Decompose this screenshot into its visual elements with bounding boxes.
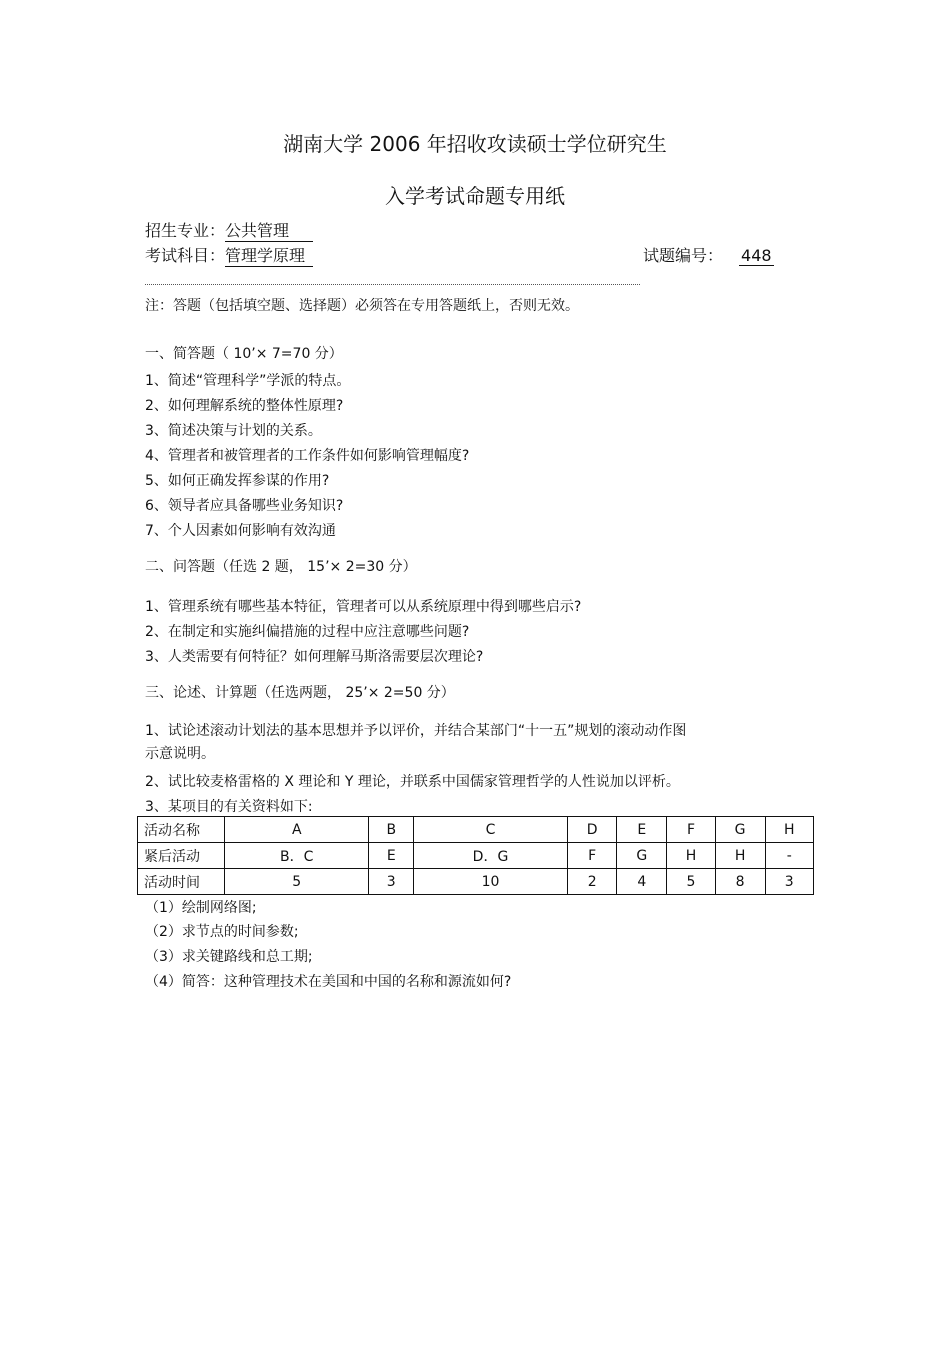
section2-item: 2、在制定和实施纠偏措施的过程中应注意哪些问题? bbox=[145, 624, 470, 640]
table-row bbox=[138, 817, 814, 843]
exam-code-value: 448 bbox=[741, 246, 772, 265]
subquestion: （1）绘制网络图; bbox=[145, 900, 257, 916]
major-row bbox=[145, 218, 313, 242]
table-row bbox=[138, 869, 814, 895]
section3-item1-line2: 示意说明。 bbox=[145, 746, 215, 762]
dotted-separator bbox=[145, 284, 640, 285]
table-cell: 3 bbox=[765, 869, 814, 895]
subject-row bbox=[145, 243, 313, 267]
table-cell: B bbox=[369, 817, 414, 843]
exam-title-line1: 湖南大学 2006 年招收攻读硕士学位研究生 bbox=[283, 132, 667, 156]
table-cell: 5 bbox=[225, 869, 369, 895]
table-cell: 10 bbox=[414, 869, 568, 895]
table-cell: 4 bbox=[617, 869, 667, 895]
table-cell: D bbox=[567, 817, 616, 843]
section3-item1-line1: 1、试论述滚动计划法的基本思想并予以评价，并结合某部门“十一五”规划的滚动动作图 bbox=[145, 723, 687, 739]
section1-item: 1、简述“管理科学”学派的特点。 bbox=[145, 373, 351, 389]
section1-item: 4、管理者和被管理者的工作条件如何影响管理幅度? bbox=[145, 448, 470, 464]
table-cell: 活动名称 bbox=[138, 817, 225, 843]
major-label: 招生专业： bbox=[145, 221, 226, 240]
table-cell: C bbox=[414, 817, 568, 843]
section3-item3: 3、某项目的有关资料如下: bbox=[145, 799, 313, 815]
table-cell: H bbox=[765, 817, 814, 843]
exam-title-line2: 入学考试命题专用纸 bbox=[385, 184, 565, 208]
table-cell: F bbox=[567, 843, 616, 869]
major-value: 公共管理 bbox=[225, 221, 313, 242]
section1-item: 7、个人因素如何影响有效沟通 bbox=[145, 523, 336, 539]
section3-item2: 2、试比较麦格雷格的 X 理论和 Y 理论，并联系中国儒家管理哲学的人性说加以评析。 bbox=[145, 774, 680, 790]
exam-code-row bbox=[643, 243, 774, 266]
table-cell: 5 bbox=[667, 869, 715, 895]
section2-item: 1、管理系统有哪些基本特征，管理者可以从系统原理中得到哪些启示? bbox=[145, 599, 582, 615]
subject-label: 考试科目： bbox=[145, 246, 226, 265]
section2-heading: 二、问答题（任选 2 题， 15’× 2=30 分） bbox=[145, 559, 417, 575]
table-cell: - bbox=[765, 843, 814, 869]
table-cell: 活动时间 bbox=[138, 869, 225, 895]
table-cell: 8 bbox=[715, 869, 765, 895]
table-row bbox=[138, 843, 814, 869]
section1-item: 3、简述决策与计划的关系。 bbox=[145, 423, 322, 439]
table-cell: A bbox=[225, 817, 369, 843]
table-cell: E bbox=[617, 817, 667, 843]
table-cell: 3 bbox=[369, 869, 414, 895]
table-cell: D．G bbox=[414, 843, 568, 869]
section1-item: 5、如何正确发挥参谋的作用? bbox=[145, 473, 330, 489]
table-cell: 2 bbox=[567, 869, 616, 895]
subject-value: 管理学原理 bbox=[225, 246, 313, 267]
table-cell: G bbox=[617, 843, 667, 869]
table-cell: H bbox=[715, 843, 765, 869]
table-cell: G bbox=[715, 817, 765, 843]
exam-code-label: 试题编号： bbox=[643, 246, 724, 265]
table-cell: B．C bbox=[225, 843, 369, 869]
subquestion: （3）求关键路线和总工期; bbox=[145, 949, 313, 965]
section1-item: 6、领导者应具备哪些业务知识? bbox=[145, 498, 344, 514]
table-cell: F bbox=[667, 817, 715, 843]
table-cell: E bbox=[369, 843, 414, 869]
table-cell: 紧后活动 bbox=[138, 843, 225, 869]
activity-table bbox=[137, 816, 814, 895]
answer-note: 注：答题（包括填空题、选择题）必须答在专用答题纸上，否则无效。 bbox=[145, 298, 579, 314]
subquestion: （4）简答：这种管理技术在美国和中国的名称和源流如何? bbox=[145, 974, 512, 990]
section2-item: 3、人类需要有何特征？如何理解马斯洛需要层次理论? bbox=[145, 649, 484, 665]
section1-heading: 一、简答题（ 10’× 7=70 分） bbox=[145, 346, 343, 362]
section3-heading: 三、论述、计算题（任选两题， 25’× 2=50 分） bbox=[145, 685, 455, 701]
table-cell: H bbox=[667, 843, 715, 869]
subquestion: （2）求节点的时间参数; bbox=[145, 924, 299, 940]
section1-item: 2、如何理解系统的整体性原理? bbox=[145, 398, 344, 414]
